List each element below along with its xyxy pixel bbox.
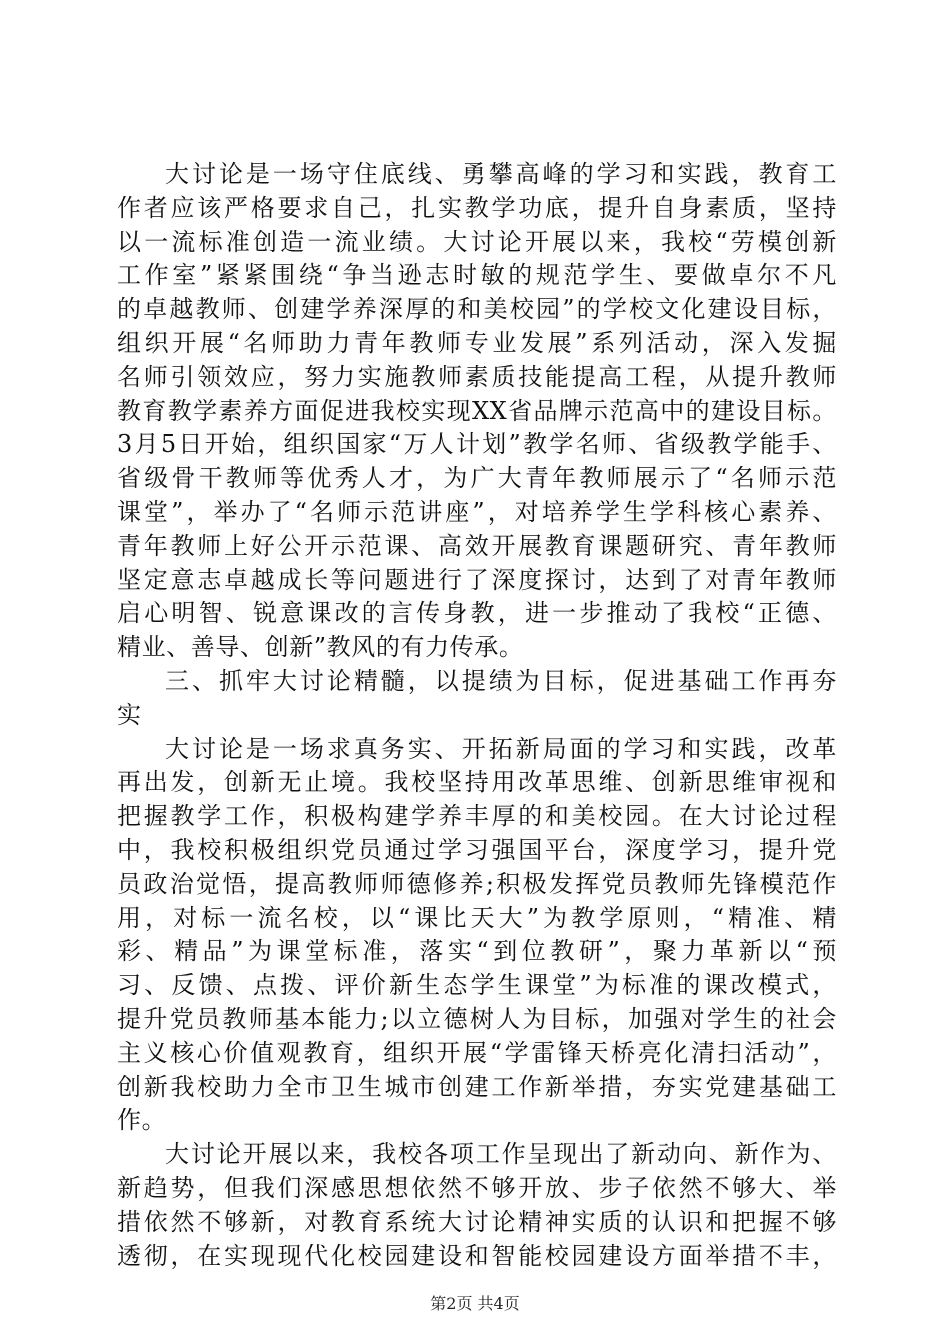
- text-line: 把握教学工作，积极构建学养丰厚的和美校园。在大讨论过程: [117, 802, 837, 831]
- text-line: 大讨论开展以来，我校各项工作呈现出了新动向、新作为、: [165, 1140, 837, 1169]
- text-line: 彩、精品”为课堂标准，落实“到位教研”，聚力革新以“预: [117, 937, 837, 966]
- document-body: [117, 158, 837, 1273]
- text-line: 提升党员教师基本能力;以立德树人为目标，加强对学生的社会: [117, 1004, 837, 1033]
- text-line: 作。: [117, 1106, 167, 1135]
- text-line: 主义核心价值观教育，组织开展“学雷锋天桥亮化清扫活动”，: [117, 1038, 837, 1067]
- text-line: 措依然不够新，对教育系统大讨论精神实质的认识和把握不够: [117, 1207, 837, 1236]
- text-line: 大讨论是一场守住底线、勇攀高峰的学习和实践，教育工: [165, 160, 837, 188]
- text-line: 启心明智、锐意课改的言传身教，进一步推动了我校“正德、: [117, 599, 837, 628]
- text-line: 工作室”紧紧围绕“争当逊志时敏的规范学生、要做卓尔不凡: [117, 261, 837, 290]
- text-line: 教育教学素养方面促进我校实现XX省品牌示范高中的建设目标。: [117, 396, 837, 425]
- section-heading: 三、抓牢大讨论精髓，以提绩为目标，促进基础工作再夯: [165, 666, 837, 695]
- text-line: 新趋势，但我们深感思想依然不够开放、步子依然不够大、举: [117, 1173, 837, 1202]
- text-line: 习、反馈、点拨、评价新生态学生课堂”为标准的课改模式，: [117, 971, 837, 1000]
- text-line: 名师引领效应，努力实施教师素质技能提高工程，从提升教师: [117, 362, 837, 391]
- text-line: 员政治觉悟，提高教师师德修养;积极发挥党员教师先锋模范作: [117, 869, 837, 898]
- text-line: 创新我校助力全市卫生城市创建工作新举措，夯实党建基础工: [117, 1072, 837, 1101]
- section-heading-continuation: 实: [117, 700, 142, 729]
- text-line: 再出发，创新无止境。我校坚持用改革思维、创新思维审视和: [117, 768, 837, 797]
- text-line: 省级骨干教师等优秀人才，为广大青年教师展示了“名师示范: [117, 464, 837, 493]
- text-line: 大讨论是一场求真务实、开拓新局面的学习和实践，改革: [165, 734, 837, 763]
- text-line: 青年教师上好公开示范课、高效开展教育课题研究、青年教师: [117, 531, 837, 560]
- text-line: 精业、善导、创新”教风的有力传承。: [117, 633, 524, 662]
- text-line: 用，对标一流名校，以“课比天大”为教学原则，“精准、精: [117, 903, 837, 932]
- text-line: 透彻，在实现现代化校园建设和智能校园建设方面举措不丰，: [117, 1241, 837, 1270]
- text-line: 以一流标准创造一流业绩。大讨论开展以来，我校“劳模创新: [117, 227, 837, 256]
- text-line: 组织开展“名师助力青年教师专业发展”系列活动，深入发掘: [117, 328, 837, 357]
- page-number-footer: 第2页 共4页: [430, 1294, 520, 1313]
- text-line: 的卓越教师、创建学养深厚的和美校园”的学校文化建设目标，: [117, 295, 837, 324]
- text-line: 中，我校积极组织党员通过学习强国平台，深度学习，提升党: [117, 835, 837, 864]
- text-line: 课堂”，举办了“名师示范讲座”，对培养学生学科核心素养、: [117, 497, 837, 526]
- text-line: 作者应该严格要求自己，扎实教学功底，提升自身素质，坚持: [117, 193, 837, 222]
- text-line: 坚定意志卓越成长等问题进行了深度探讨，达到了对青年教师: [117, 565, 837, 594]
- text-line: 3月5日开始，组织国家“万人计划”教学名师、省级教学能手、: [117, 430, 837, 459]
